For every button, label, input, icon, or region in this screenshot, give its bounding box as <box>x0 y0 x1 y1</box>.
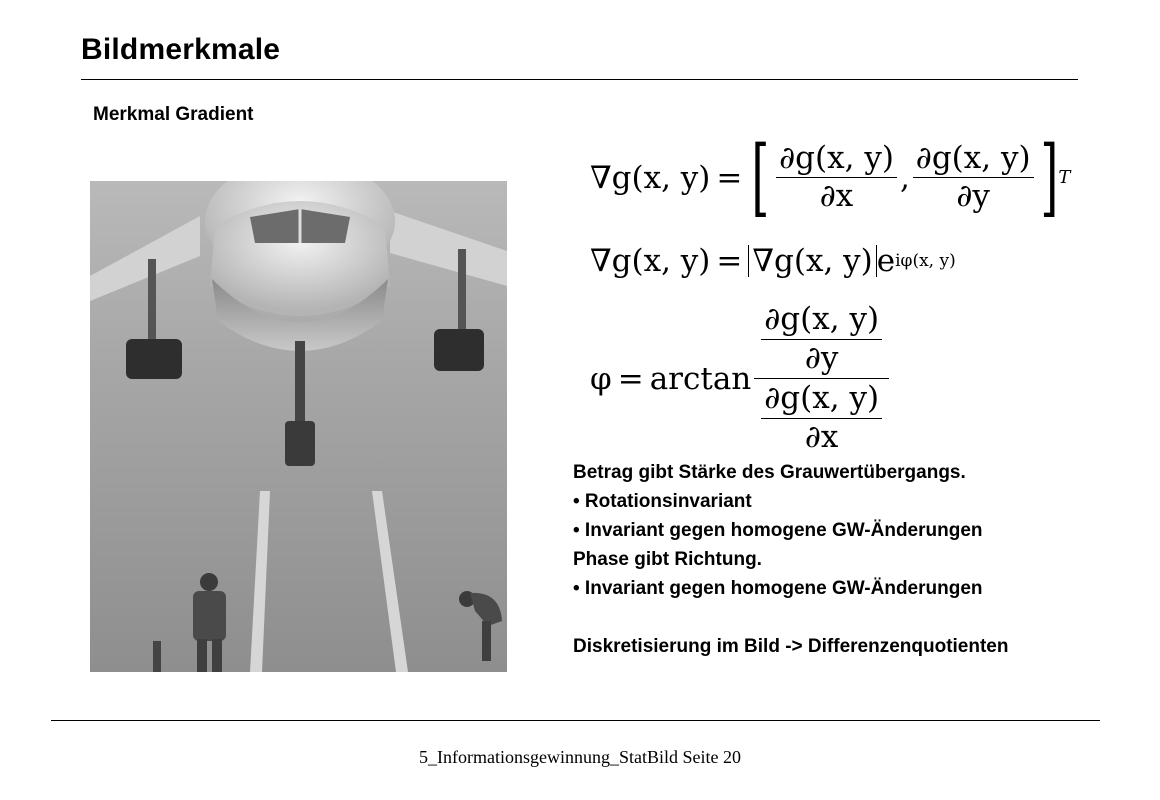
gradient-vector-formula: ∇g(x, y) = [ $\frac{\partial g(x, y)}{\partial x}$ , $\frac{\partial g(x, y)}{\partial y}$ ] T <box>590 128 1071 226</box>
ground-crew-1-body <box>193 591 226 641</box>
left-gear-strut <box>148 259 156 347</box>
title-divider <box>81 79 1078 80</box>
marker-post <box>153 641 161 672</box>
text-line: Betrag gibt Stärke des Grauwertübergangs. <box>573 462 966 483</box>
ground-crew-1-head <box>200 573 218 591</box>
page-footer: 5_Informationsgewinnung_StatBild Seite 20 <box>419 747 741 767</box>
airplane-runway-photo <box>90 181 507 672</box>
polar-gradient-formula: ∇g(x, y) = ∇g(x, y) e iφ(x, y) <box>590 242 956 279</box>
text-line: Diskretisierung im Bild -> Differenzenquotienten <box>573 636 1009 657</box>
slide-title: Bildmerkmale <box>81 33 281 66</box>
right-gear-wheels <box>434 329 484 371</box>
bullet-item: • Rotationsinvariant <box>573 491 752 512</box>
bullet-item: • Invariant gegen homogene GW-Änderungen <box>573 578 983 599</box>
bullet-item: • Invariant gegen homogene GW-Änderungen <box>573 520 983 541</box>
right-gear-strut <box>458 249 466 339</box>
left-gear-wheels <box>126 339 182 379</box>
nose-gear-strut <box>295 341 305 421</box>
footer-divider <box>51 720 1100 721</box>
phase-formula: φ = arctan $\frac{\frac{\partial g(x, y)}{\partial y}}{\frac{\partial g(x, y)}{\partial x}}$ <box>590 300 892 458</box>
section-subtitle: Merkmal Gradient <box>93 104 254 125</box>
feature-description <box>573 458 1008 661</box>
text-line: Phase gibt Richtung. <box>573 549 762 570</box>
nose-gear-wheels <box>285 421 315 466</box>
